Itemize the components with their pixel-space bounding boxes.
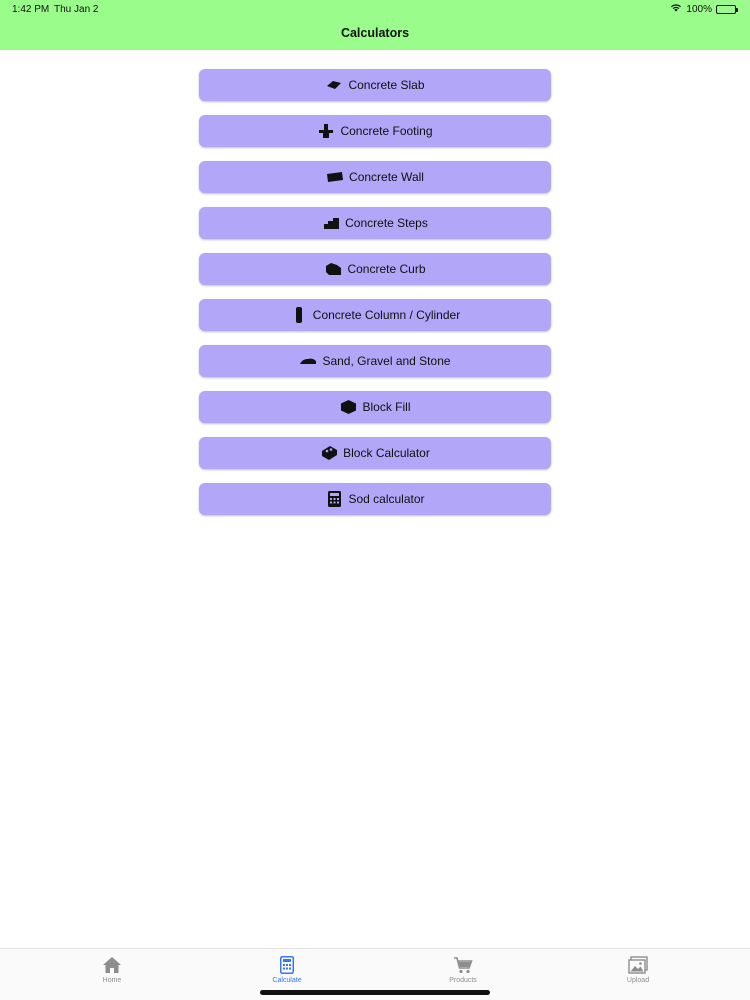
status-bar xyxy=(0,0,750,18)
tab-home[interactable] xyxy=(72,955,152,984)
button-label: Concrete Curb xyxy=(347,262,426,276)
concrete-slab-button[interactable] xyxy=(199,69,551,101)
button-label: Sod calculator xyxy=(348,492,425,506)
block-fill-button[interactable] xyxy=(199,391,551,423)
tab-label: Upload xyxy=(626,977,650,984)
button-label: Block Calculator xyxy=(343,446,430,460)
concrete-steps-button[interactable] xyxy=(199,207,551,239)
button-label: Block Fill xyxy=(362,400,411,414)
steps-icon xyxy=(322,214,340,232)
sand-icon xyxy=(299,352,317,370)
sod-calculator-button[interactable] xyxy=(199,483,551,515)
curb-icon xyxy=(324,260,342,278)
tab-label: Calculate xyxy=(272,977,302,984)
calculator-icon xyxy=(325,490,343,508)
status-date: Thu Jan 2 xyxy=(54,4,99,15)
battery-icon xyxy=(716,5,736,14)
calculator-list xyxy=(199,69,551,515)
sand-gravel-stone-button[interactable] xyxy=(199,345,551,377)
status-right xyxy=(670,3,736,15)
photos-icon xyxy=(628,955,648,975)
home-icon xyxy=(102,955,122,975)
tab-calculate[interactable] xyxy=(247,955,327,984)
button-label: Concrete Wall xyxy=(349,170,424,184)
button-label: Concrete Steps xyxy=(345,216,428,230)
battery-percent: 100% xyxy=(686,3,712,15)
wifi-icon xyxy=(670,3,682,15)
footing-icon xyxy=(317,122,335,140)
concrete-footing-button[interactable] xyxy=(199,115,551,147)
tab-label: Home xyxy=(102,977,122,984)
header-bar xyxy=(0,0,750,50)
tab-products[interactable] xyxy=(423,955,503,984)
tab-upload[interactable] xyxy=(598,955,678,984)
cart-icon xyxy=(453,955,473,975)
home-indicator xyxy=(260,990,490,995)
column-icon xyxy=(290,306,308,324)
block-calculator-icon xyxy=(320,444,338,462)
wall-icon xyxy=(326,168,344,186)
slab-icon xyxy=(325,76,343,94)
button-label: Concrete Column / Cylinder xyxy=(312,308,461,322)
concrete-curb-button[interactable] xyxy=(199,253,551,285)
button-label: Concrete Slab xyxy=(348,78,425,92)
concrete-wall-button[interactable] xyxy=(199,161,551,193)
button-label: Sand, Gravel and Stone xyxy=(322,354,451,368)
tab-label: Products xyxy=(449,977,477,984)
block-calculator-button[interactable] xyxy=(199,437,551,469)
status-time: 1:42 PM xyxy=(12,4,50,15)
button-label: Concrete Footing xyxy=(340,124,433,138)
page-title: Calculators xyxy=(340,26,410,40)
calculator-icon xyxy=(280,955,294,975)
concrete-column-button[interactable] xyxy=(199,299,551,331)
block-fill-icon xyxy=(339,398,357,416)
